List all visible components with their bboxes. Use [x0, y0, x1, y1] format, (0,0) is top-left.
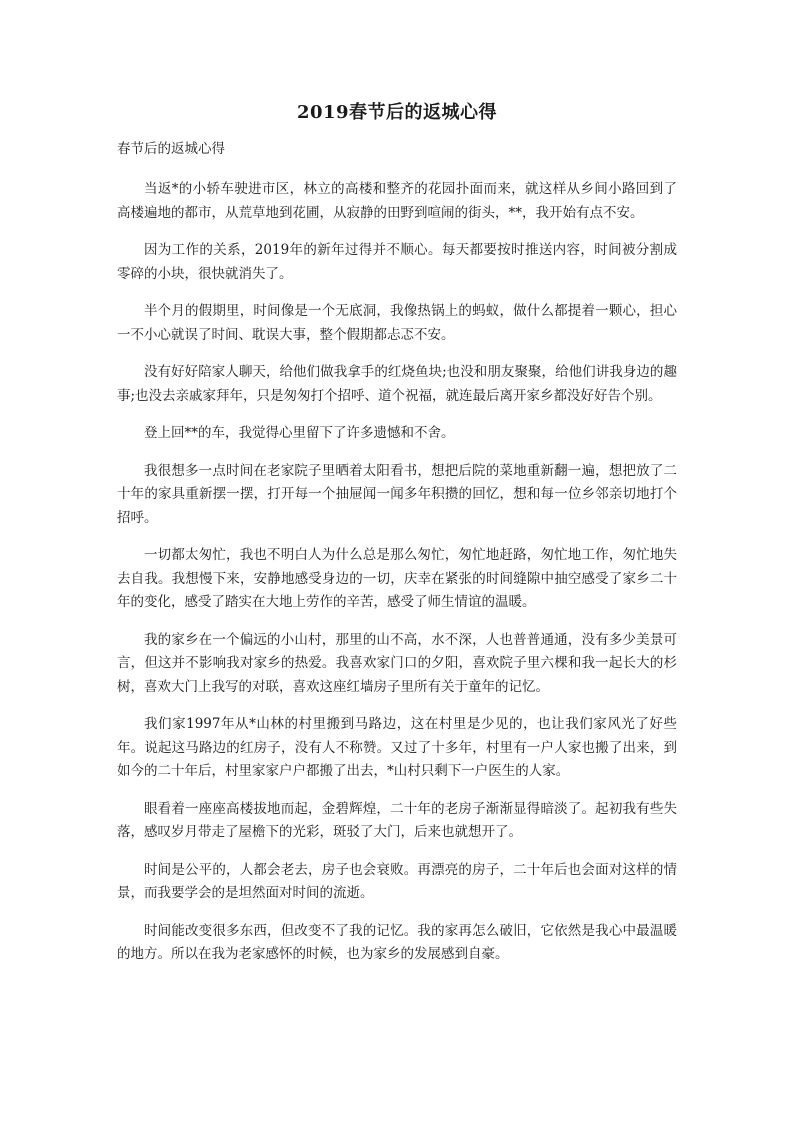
- document-body: [117, 178, 677, 967]
- paragraph-4: 没有好好陪家人聊天，给他们做我拿手的红烧鱼块;也没和朋友聚聚，给他们讲我身边的趣事;也没去亲戚家拜年，只是匆匆打个招呼、道个祝福，就连最后离开家乡都没好好告个别。: [117, 364, 677, 404]
- paragraph-2: 因为工作的关系，2019年的新年过得并不顺心。每天都要按时推送内容，时间被分割成零碎的小块，很快就消失了。: [117, 242, 677, 282]
- paragraph-10: 眼看着一座座高楼拔地而起，金碧辉煌，二十年的老房子渐渐显得暗淡了。起初我有些失落，感叹岁月带走了屋檐下的光彩，斑驳了大门，后来也就想开了。: [117, 800, 677, 840]
- paragraph-1: 当返*的小轿车驶进市区，林立的高楼和整齐的花园扑面而来，就这样从乡间小路回到了高楼遍地的都市，从荒草地到花圃，从寂静的田野到喧闹的街头，**，我开始有点不安。: [117, 181, 677, 221]
- paragraph-3: 半个月的假期里，时间像是一个无底洞，我像热锅上的蚂蚁，做什么都提着一颗心，担心一不小心就误了时间、耽误大事，整个假期都忐忑不安。: [117, 303, 677, 343]
- paragraph-5: 登上回**的车，我觉得心里留下了许多遗憾和不舍。: [144, 425, 455, 441]
- document-title: 2019春节后的返城心得: [296, 102, 498, 123]
- paragraph-9: 我们家1997年从*山林的村里搬到马路边，这在村里是少见的，也让我们家风光了好些年。说起这马路边的红房子，没有人不称赞。又过了十多年，村里有一户人家也搬了出来，到如今的二十年后，村里家家户户都搬了出去，*山村只剩下一户医生的人家。: [117, 716, 677, 779]
- paragraph-8: 我的家乡在一个偏远的小山村，那里的山不高，水不深，人也普普通通，没有多少美景可言，但这并不影响我对家乡的热爱。我喜欢家门口的夕阳，喜欢院子里六棵和我一起长大的杉树，喜欢大门上我写的对联，喜欢这座红墙房子里所有关于童年的记忆。: [117, 631, 677, 695]
- document-page: [117, 100, 677, 981]
- paragraph-6: 我很想多一点时间在老家院子里晒着太阳看书，想把后院的菜地重新翻一遍，想把放了二十年的家具重新摆一摆，打开每一个抽屉闻一闻多年积攒的回忆，想和每一位乡邻亲切地打个招呼。: [117, 462, 677, 526]
- paragraph-12: 时间能改变很多东西，但改变不了我的记忆。我的家再怎么破旧，它依然是我心中最温暖的地方。所以在我为老家感怀的时候，也为家乡的发展感到自豪。: [117, 922, 677, 962]
- paragraph-11: 时间是公平的，人都会老去，房子也会衰败。再漂亮的房子，二十年后也会面对这样的情景，而我要学会的是坦然面对时间的流逝。: [117, 861, 677, 901]
- document-subtitle: 春节后的返城心得: [117, 141, 225, 157]
- paragraph-7: 一切都太匆忙，我也不明白人为什么总是那么匆忙，匆忙地赶路，匆忙地工作，匆忙地失去自我。我想慢下来，安静地感受身边的一切，庆幸在紧张的时间缝隙中抽空感受了家乡二十年的变化，感受了踏实在大地上劳作的辛苦，感受了师生情谊的温暖。: [117, 547, 677, 610]
